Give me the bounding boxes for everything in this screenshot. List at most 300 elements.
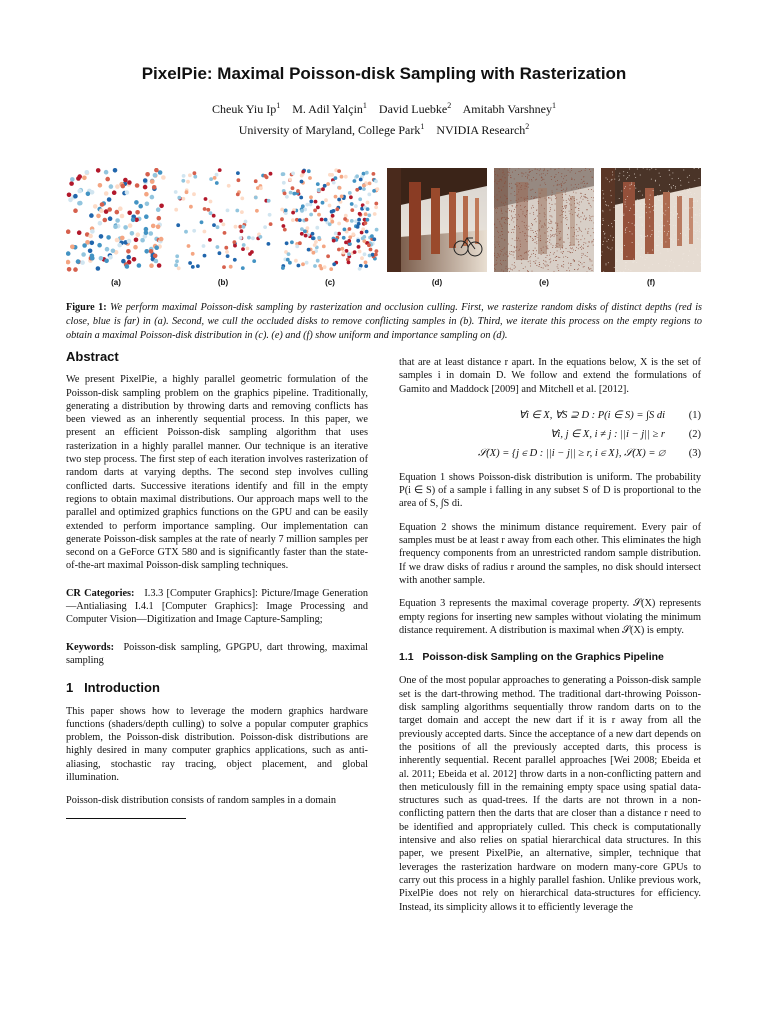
stipple-dot — [574, 260, 575, 261]
stipple-dot — [513, 221, 514, 222]
stipple-dot — [535, 242, 536, 243]
stipple-dot — [655, 169, 656, 170]
sample-dot — [351, 232, 355, 236]
stipple-dot — [524, 201, 525, 202]
sample-dot — [313, 209, 317, 213]
sample-dot — [154, 259, 159, 264]
sample-dot — [191, 252, 195, 256]
stipple-dot — [535, 238, 536, 239]
stipple-dot — [587, 183, 588, 184]
stipple-dot — [518, 191, 519, 192]
sample-dot — [219, 219, 223, 223]
sample-dot — [85, 170, 90, 175]
stipple-dot — [649, 207, 650, 208]
sample-dot — [77, 201, 82, 206]
stipple-dot — [509, 172, 510, 173]
stipple-dot — [512, 172, 513, 173]
stipple-dot — [646, 212, 647, 213]
stipple-dot — [547, 248, 548, 249]
stipple-dot — [507, 223, 508, 224]
stipple-dot — [581, 249, 582, 250]
stipple-dot — [602, 244, 603, 245]
sample-dot — [300, 209, 304, 213]
equation-block — [399, 406, 701, 463]
stipple-dot — [504, 217, 505, 218]
stipple-dot — [652, 206, 653, 207]
sample-dot — [152, 185, 157, 190]
stipple-dot — [688, 255, 689, 256]
stipple-dot — [591, 189, 592, 190]
stipple-dot — [680, 180, 681, 181]
stipple-dot — [511, 216, 512, 217]
stipple-dot — [669, 238, 670, 239]
stipple-dot — [555, 257, 556, 258]
stipple-dot — [565, 194, 566, 195]
sample-dot — [115, 184, 120, 189]
stipple-dot — [523, 211, 524, 212]
panel-b-dots — [173, 168, 273, 272]
stipple-dot — [678, 196, 679, 197]
sample-dot — [99, 234, 104, 239]
stipple-dot — [582, 212, 583, 213]
stipple-dot — [512, 264, 513, 265]
stipple-dot — [500, 250, 501, 251]
sample-dot — [298, 241, 302, 245]
stipple-dot — [547, 228, 548, 229]
stipple-dot — [645, 204, 646, 205]
sample-dot — [342, 251, 346, 255]
sample-dot — [358, 267, 362, 271]
stipple-dot — [623, 271, 624, 272]
sample-dot — [368, 182, 372, 186]
stipple-dot — [551, 222, 552, 223]
sample-dot — [105, 247, 110, 252]
stipple-dot — [640, 203, 641, 204]
stipple-dot — [527, 235, 528, 236]
sample-dot — [151, 224, 156, 229]
stipple-dot — [559, 240, 560, 241]
stipple-dot — [555, 181, 556, 182]
stipple-dot — [569, 270, 570, 271]
sample-dot — [241, 266, 245, 270]
stipple-dot — [574, 234, 575, 235]
stipple-dot — [587, 252, 588, 253]
stipple-dot — [669, 224, 670, 225]
caption-text: We perform maximal Poisson-disk sampling by rasterization and occlusion culling. First, we rasterize random disks of distinct depths (red is close, blue is far) in (a). Second, we cull the occluded disks to remove conflicting samples in (b). Third, we iterate this process on the empty regions to obtain a maximal Poisson-disk distribution in (c). (e) and (f) show uniform and importance sampling on (d). — [66, 302, 703, 341]
stipple-dot — [547, 173, 548, 174]
sample-dot — [361, 237, 365, 241]
stipple-dot — [521, 263, 522, 264]
sample-dot — [97, 243, 102, 248]
sample-dot — [186, 180, 190, 184]
stipple-dot — [580, 230, 581, 231]
stipple-dot — [497, 241, 498, 242]
stipple-dot — [647, 169, 648, 170]
sample-dot — [175, 254, 179, 258]
sample-dot — [236, 193, 240, 197]
stipple-dot — [675, 270, 676, 271]
stipple-dot — [540, 236, 541, 237]
stipple-dot — [509, 253, 510, 254]
stipple-dot — [588, 231, 589, 232]
stipple-dot — [674, 206, 675, 207]
stipple-dot — [587, 200, 588, 201]
stipple-dot — [514, 217, 515, 218]
stipple-dot — [556, 229, 557, 230]
stipple-dot — [509, 271, 510, 272]
sample-dot — [203, 207, 207, 211]
stipple-dot — [503, 271, 504, 272]
stipple-dot — [688, 182, 689, 183]
stipple-dot — [611, 223, 612, 224]
stipple-dot — [562, 245, 563, 246]
sample-dot — [358, 250, 362, 254]
stipple-dot — [584, 197, 585, 198]
stipple-dot — [669, 271, 670, 272]
stipple-dot — [589, 241, 590, 242]
sample-dot — [82, 176, 87, 181]
sample-dot — [241, 247, 245, 251]
stipple-dot — [566, 202, 567, 203]
sample-dot — [89, 213, 94, 218]
stipple-dot — [574, 200, 575, 201]
stipple-dot — [552, 228, 553, 229]
stipple-dot — [553, 245, 554, 246]
stipple-dot — [588, 268, 589, 269]
sample-dot — [358, 197, 362, 201]
sample-dot — [250, 250, 254, 254]
stipple-dot — [685, 208, 686, 209]
stipple-dot — [515, 240, 516, 241]
stipple-dot — [635, 188, 636, 189]
stipple-dot — [671, 187, 672, 188]
stipple-dot — [632, 242, 633, 243]
stipple-dot — [698, 239, 699, 240]
stipple-dot — [577, 215, 578, 216]
stipple-dot — [561, 252, 562, 253]
stipple-dot — [510, 268, 511, 269]
stipple-dot — [604, 234, 605, 235]
stipple-dot — [625, 204, 626, 205]
stipple-dot — [519, 183, 520, 184]
stipple-dot — [566, 180, 567, 181]
sample-dot — [159, 204, 164, 209]
stipple-dot — [570, 244, 571, 245]
sample-dot — [334, 195, 338, 199]
stipple-dot — [699, 231, 700, 232]
stipple-dot — [530, 190, 531, 191]
sample-dot — [375, 228, 379, 232]
stipple-dot — [603, 194, 604, 195]
stipple-dot — [510, 200, 511, 201]
stipple-dot — [584, 242, 585, 243]
stipple-dot — [654, 240, 655, 241]
stipple-dot — [517, 219, 518, 220]
sample-dot — [301, 170, 305, 174]
sample-dot — [372, 189, 376, 193]
stipple-dot — [511, 183, 512, 184]
stipple-dot — [513, 232, 514, 233]
stipple-dot — [544, 168, 545, 169]
sample-dot — [254, 179, 258, 183]
stipple-dot — [549, 240, 550, 241]
stipple-dot — [654, 205, 655, 206]
sample-dot — [193, 175, 197, 179]
sample-dot — [143, 178, 148, 183]
stipple-dot — [502, 231, 503, 232]
sample-dot — [240, 210, 244, 214]
stipple-dot — [693, 201, 694, 202]
stipple-dot — [619, 205, 620, 206]
sample-dot — [216, 245, 220, 249]
sample-dot — [112, 190, 117, 195]
stipple-dot — [533, 198, 534, 199]
stipple-dot — [679, 265, 680, 266]
stipple-dot — [530, 256, 531, 257]
stipple-dot — [508, 231, 509, 232]
sample-dot — [323, 184, 327, 188]
stipple-dot — [564, 168, 565, 169]
stipple-dot — [533, 253, 534, 254]
stipple-dot — [541, 267, 542, 268]
stipple-dot — [550, 230, 551, 231]
sample-dot — [305, 203, 309, 207]
stipple-dot — [684, 196, 685, 197]
stipple-dot — [565, 208, 566, 209]
sample-dot — [157, 263, 162, 268]
stipple-dot — [567, 257, 568, 258]
stipple-dot — [612, 172, 613, 173]
stipple-dot — [501, 269, 502, 270]
stipple-dot — [521, 255, 522, 256]
stipple-dot — [576, 247, 577, 248]
sample-dot — [200, 220, 204, 224]
stipple-dot — [687, 192, 688, 193]
stipple-dot — [540, 220, 541, 221]
sample-dot — [192, 192, 196, 196]
panel-e-stippled — [494, 168, 594, 272]
sample-dot — [233, 240, 237, 244]
stipple-dot — [522, 176, 523, 177]
stipple-dot — [590, 260, 591, 261]
stipple-dot — [523, 268, 524, 269]
sample-dot — [126, 255, 131, 260]
sample-dot — [370, 234, 374, 238]
sample-dot — [182, 197, 186, 201]
stipple-dot — [520, 255, 521, 256]
sample-dot — [251, 236, 255, 240]
stipple-dot — [544, 216, 545, 217]
stipple-dot — [511, 269, 512, 270]
stipple-dot — [506, 198, 507, 199]
stipple-dot — [579, 204, 580, 205]
stipple-dot — [500, 263, 501, 264]
stipple-dot — [606, 241, 607, 242]
stipple-dot — [592, 270, 593, 271]
stipple-dot — [640, 217, 641, 218]
stipple-dot — [614, 220, 615, 221]
stipple-dot — [558, 172, 559, 173]
stipple-dot — [505, 211, 506, 212]
stipple-dot — [664, 225, 665, 226]
stipple-dot — [581, 179, 582, 180]
stipple-dot — [574, 261, 575, 262]
stipple-dot — [532, 224, 533, 225]
stipple-dot — [578, 248, 579, 249]
stipple-dot — [624, 188, 625, 189]
stipple-dot — [571, 185, 572, 186]
sample-dot — [81, 252, 86, 257]
sample-dot — [137, 263, 142, 268]
stipple-dot — [572, 214, 573, 215]
stipple-dot — [560, 231, 561, 232]
stipple-dot — [512, 238, 513, 239]
stipple-dot — [547, 238, 548, 239]
stipple-dot — [650, 211, 651, 212]
stipple-dot — [509, 210, 510, 211]
stipple-dot — [571, 263, 572, 264]
sample-dot — [281, 266, 285, 270]
panel-d-photo — [387, 168, 487, 272]
stipple-dot — [521, 197, 522, 198]
stipple-dot — [689, 208, 690, 209]
stipple-dot — [678, 265, 679, 266]
stipple-dot — [495, 269, 496, 270]
stipple-dot — [616, 259, 617, 260]
stipple-dot — [561, 183, 562, 184]
stipple-dot — [528, 187, 529, 188]
stipple-dot — [521, 259, 522, 260]
stipple-dot — [504, 247, 505, 248]
stipple-dot — [546, 242, 547, 243]
stipple-dot — [573, 192, 574, 193]
stipple-dot — [576, 229, 577, 230]
stipple-dot — [550, 215, 551, 216]
stipple-dot — [495, 264, 496, 265]
stipple-dot — [590, 205, 591, 206]
stipple-dot — [540, 169, 541, 170]
stipple-dot — [519, 216, 520, 217]
sample-dot — [364, 221, 368, 225]
stipple-dot — [524, 215, 525, 216]
stipple-dot — [659, 185, 660, 186]
stipple-dot — [578, 268, 579, 269]
sample-dot — [360, 256, 364, 260]
stipple-dot — [503, 248, 504, 249]
stipple-dot — [565, 212, 566, 213]
sample-dot — [135, 183, 140, 188]
subsection-heading: 1.1 Poisson-disk Sampling on the Graphics Pipeline — [399, 651, 664, 664]
sample-dot — [343, 217, 347, 221]
sample-dot — [80, 260, 85, 265]
sample-dot — [227, 184, 231, 188]
stipple-dot — [500, 179, 501, 180]
stipple-dot — [525, 188, 526, 189]
stipple-dot — [603, 198, 604, 199]
stipple-dot — [561, 173, 562, 174]
stipple-dot — [511, 220, 512, 221]
stipple-dot — [590, 235, 591, 236]
sample-dot — [96, 168, 101, 173]
stipple-dot — [500, 235, 501, 236]
stipple-dot — [503, 255, 504, 256]
sample-dot — [176, 223, 180, 227]
stipple-dot — [640, 191, 641, 192]
stipple-dot — [525, 233, 526, 234]
sample-dot — [77, 174, 82, 179]
stipple-dot — [579, 217, 580, 218]
stipple-dot — [674, 234, 675, 235]
stipple-dot — [697, 200, 698, 201]
sample-dot — [208, 238, 212, 242]
stipple-dot — [531, 180, 532, 181]
stipple-dot — [568, 227, 569, 228]
stipple-dot — [576, 187, 577, 188]
author: M. Adil Yalçin$^1$ — [292, 101, 367, 116]
stipple-dot — [555, 196, 556, 197]
stipple-dot — [583, 244, 584, 245]
stipple-dot — [656, 245, 657, 246]
stipple-dot — [627, 172, 628, 173]
affiliation: NVIDIA Research$^2$ — [436, 122, 530, 137]
stipple-dot — [527, 178, 528, 179]
sample-dot — [335, 207, 339, 211]
stipple-dot — [550, 237, 551, 238]
stipple-dot — [582, 263, 583, 264]
stipple-dot — [568, 199, 569, 200]
stipple-dot — [688, 224, 689, 225]
sample-dot — [376, 187, 380, 191]
sample-dot — [209, 211, 213, 215]
stipple-dot — [513, 255, 514, 256]
stipple-dot — [535, 260, 536, 261]
sample-dot — [144, 192, 149, 197]
stipple-dot — [528, 236, 529, 237]
stipple-dot — [580, 262, 581, 263]
stipple-dot — [533, 239, 534, 240]
stipple-dot — [625, 229, 626, 230]
stipple-dot — [643, 229, 644, 230]
stipple-dot — [587, 256, 588, 257]
sample-dot — [135, 210, 140, 215]
stipple-dot — [538, 240, 539, 241]
stipple-dot — [526, 214, 527, 215]
stipple-dot — [671, 239, 672, 240]
stipple-dot — [535, 231, 536, 232]
stipple-dot — [568, 228, 569, 229]
sample-dot — [259, 186, 263, 190]
stipple-dot — [633, 204, 634, 205]
stipple-dot — [535, 256, 536, 257]
stipple-dot — [533, 207, 534, 208]
stipple-dot — [652, 250, 653, 251]
stipple-dot — [514, 229, 515, 230]
stipple-dot — [563, 264, 564, 265]
stipple-dot — [655, 205, 656, 206]
stipple-dot — [542, 225, 543, 226]
stipple-dot — [593, 232, 594, 233]
stipple-dot — [667, 221, 668, 222]
stipple-dot — [555, 169, 556, 170]
sample-dot — [127, 211, 132, 216]
stipple-dot — [534, 197, 535, 198]
stipple-dot — [495, 174, 496, 175]
stipple-dot — [517, 194, 518, 195]
sample-dot — [239, 236, 243, 240]
sample-dot — [226, 209, 230, 213]
sample-dot — [145, 172, 150, 177]
stipple-dot — [606, 264, 607, 265]
